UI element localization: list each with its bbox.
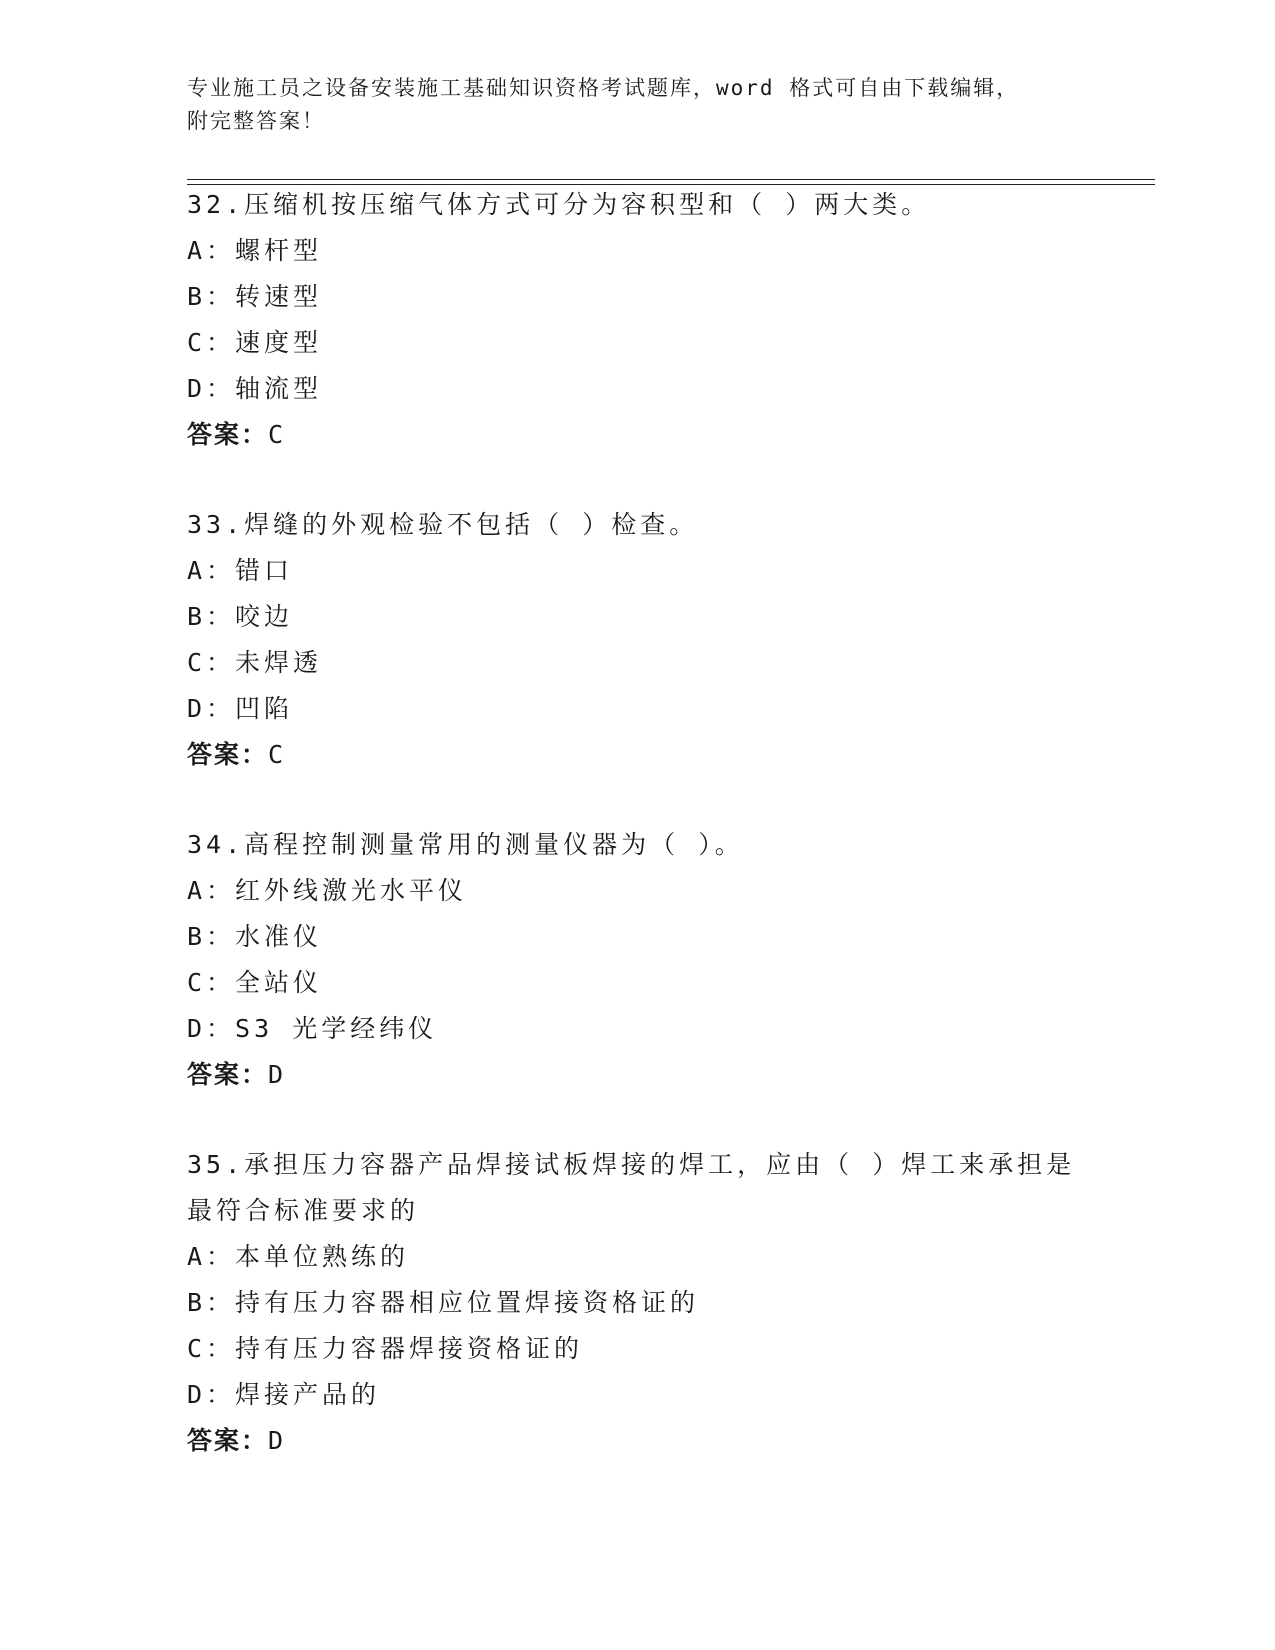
answer-line	[187, 1418, 1087, 1464]
question-32	[187, 182, 1087, 458]
answer-label: 答案：	[187, 1426, 269, 1455]
question-33	[187, 502, 1087, 778]
answer-line	[187, 732, 1087, 778]
question-35	[187, 1142, 1087, 1464]
question-34	[187, 822, 1087, 1098]
question-stem: 33.焊缝的外观检验不包括（ ）检查。	[187, 510, 699, 539]
answer-value: D	[268, 1060, 286, 1089]
answer-label: 答案：	[187, 1060, 269, 1089]
option-a: A：螺杆型	[187, 236, 323, 265]
answer-line	[187, 412, 1087, 458]
option-d: D：凹陷	[187, 694, 294, 723]
header-divider-top	[187, 179, 1155, 180]
option-c: C：速度型	[187, 328, 323, 357]
option-a: A：红外线激光水平仪	[187, 876, 468, 905]
question-stem: 32.压缩机按压缩气体方式可分为容积型和（ ）两大类。	[187, 190, 931, 219]
header-line-1: 专业施工员之设备安装施工基础知识资格考试题库，word 格式可自由下载编辑，	[187, 76, 1020, 100]
answer-value: C	[268, 740, 286, 769]
answer-label: 答案：	[187, 420, 269, 449]
header-line-2: 附完整答案！	[187, 109, 325, 133]
answer-value: C	[268, 420, 286, 449]
answer-label: 答案：	[187, 740, 269, 769]
question-stem-line-1: 35.承担压力容器产品焊接试板焊接的焊工，应由（ ）焊工来承担是	[187, 1150, 1076, 1179]
question-stem-line-2: 最符合标准要求的	[187, 1196, 420, 1225]
option-a: A：错口	[187, 556, 294, 585]
option-d: D：S3 光学经纬仪	[187, 1014, 438, 1043]
option-c: C：持有压力容器焊接资格证的	[187, 1334, 584, 1363]
option-b: B：持有压力容器相应位置焊接资格证的	[187, 1288, 700, 1317]
answer-value: D	[268, 1426, 286, 1455]
option-b: B：转速型	[187, 282, 323, 311]
option-d: D：焊接产品的	[187, 1380, 381, 1409]
option-a: A：本单位熟练的	[187, 1242, 410, 1271]
option-c: C：未焊透	[187, 648, 323, 677]
option-d: D：轴流型	[187, 374, 323, 403]
answer-line	[187, 1052, 1087, 1098]
option-b: B：水准仪	[187, 922, 323, 951]
question-stem: 34.高程控制测量常用的测量仪器为（ ）。	[187, 830, 744, 859]
document-header	[187, 72, 1087, 138]
option-b: B：咬边	[187, 602, 294, 631]
option-c: C：全站仪	[187, 968, 323, 997]
